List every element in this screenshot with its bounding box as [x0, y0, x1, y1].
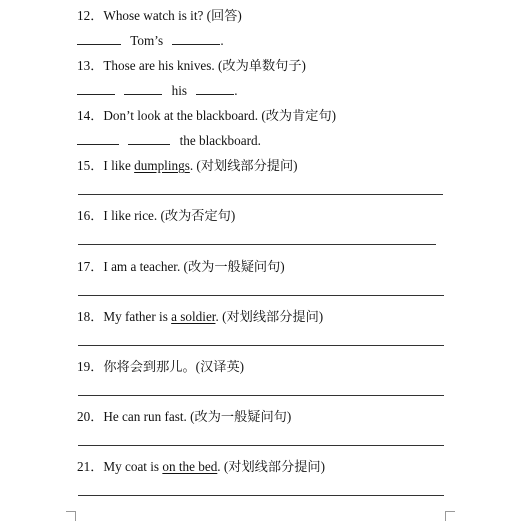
- question-15: [77, 158, 298, 174]
- question-text: 你将会到那儿。(汉译英): [103, 359, 245, 374]
- answer-blank[interactable]: [77, 83, 115, 95]
- answer-line[interactable]: [78, 295, 444, 296]
- answer-word: Tom’s: [130, 33, 164, 48]
- question-text-pre: My coat is: [103, 459, 163, 474]
- question-text-post: . (对划线部分提问): [189, 158, 298, 173]
- underlined-phrase: dumplings: [134, 158, 190, 173]
- question-number: 21．: [77, 459, 104, 474]
- answer-blank[interactable]: [77, 33, 121, 45]
- question-number: 18．: [77, 309, 104, 324]
- answer-line[interactable]: [78, 395, 444, 396]
- answer-blank[interactable]: [128, 133, 170, 145]
- answer-blank[interactable]: [196, 83, 234, 95]
- question-number: 12．: [77, 8, 104, 23]
- question-21: [77, 459, 325, 475]
- answer-line[interactable]: [78, 345, 444, 346]
- question-text: Those are his knives. (改为单数句子): [103, 58, 306, 73]
- answer-word: the blackboard.: [179, 133, 261, 148]
- question-text: He can run fast. (改为一般疑问句): [103, 409, 292, 424]
- question-12: [77, 8, 242, 24]
- answer-row-13: [77, 83, 238, 99]
- question-text: I like rice. (改为否定句): [103, 208, 236, 223]
- underlined-phrase: on the bed: [162, 459, 218, 474]
- answer-line[interactable]: [78, 244, 436, 245]
- answer-line[interactable]: [78, 194, 443, 195]
- question-number: 17．: [77, 259, 104, 274]
- answer-line[interactable]: [78, 445, 444, 446]
- question-number: 15．: [77, 158, 104, 173]
- question-number: 19．: [77, 359, 104, 374]
- question-14: [77, 108, 336, 124]
- question-18: [77, 309, 323, 325]
- question-13: [77, 58, 306, 74]
- answer-blank[interactable]: [172, 33, 220, 45]
- answer-end: .: [234, 83, 238, 98]
- answer-end: .: [220, 33, 224, 48]
- question-text-pre: My father is: [103, 309, 172, 324]
- answer-blank[interactable]: [77, 133, 119, 145]
- question-text: I am a teacher. (改为一般疑问句): [103, 259, 285, 274]
- question-number: 16．: [77, 208, 104, 223]
- answer-line[interactable]: [78, 495, 444, 496]
- question-17: [77, 259, 285, 275]
- question-number: 14．: [77, 108, 104, 123]
- answer-word: his: [171, 83, 187, 98]
- answer-row-14: [77, 133, 261, 149]
- question-text: Don’t look at the blackboard. (改为肯定句): [103, 108, 337, 123]
- question-text-pre: I like: [103, 158, 135, 173]
- question-16: [77, 208, 235, 224]
- answer-blank[interactable]: [124, 83, 162, 95]
- underlined-phrase: a soldier: [171, 309, 216, 324]
- question-text-post: . (对划线部分提问): [217, 459, 325, 474]
- question-19: [77, 359, 244, 375]
- question-20: [77, 409, 291, 425]
- question-number: 20．: [77, 409, 104, 424]
- answer-row-12: [77, 33, 224, 49]
- question-number: 13．: [77, 58, 104, 73]
- question-text-post: . (对划线部分提问): [215, 309, 324, 324]
- question-text: Whose watch is it? (回答): [103, 8, 242, 23]
